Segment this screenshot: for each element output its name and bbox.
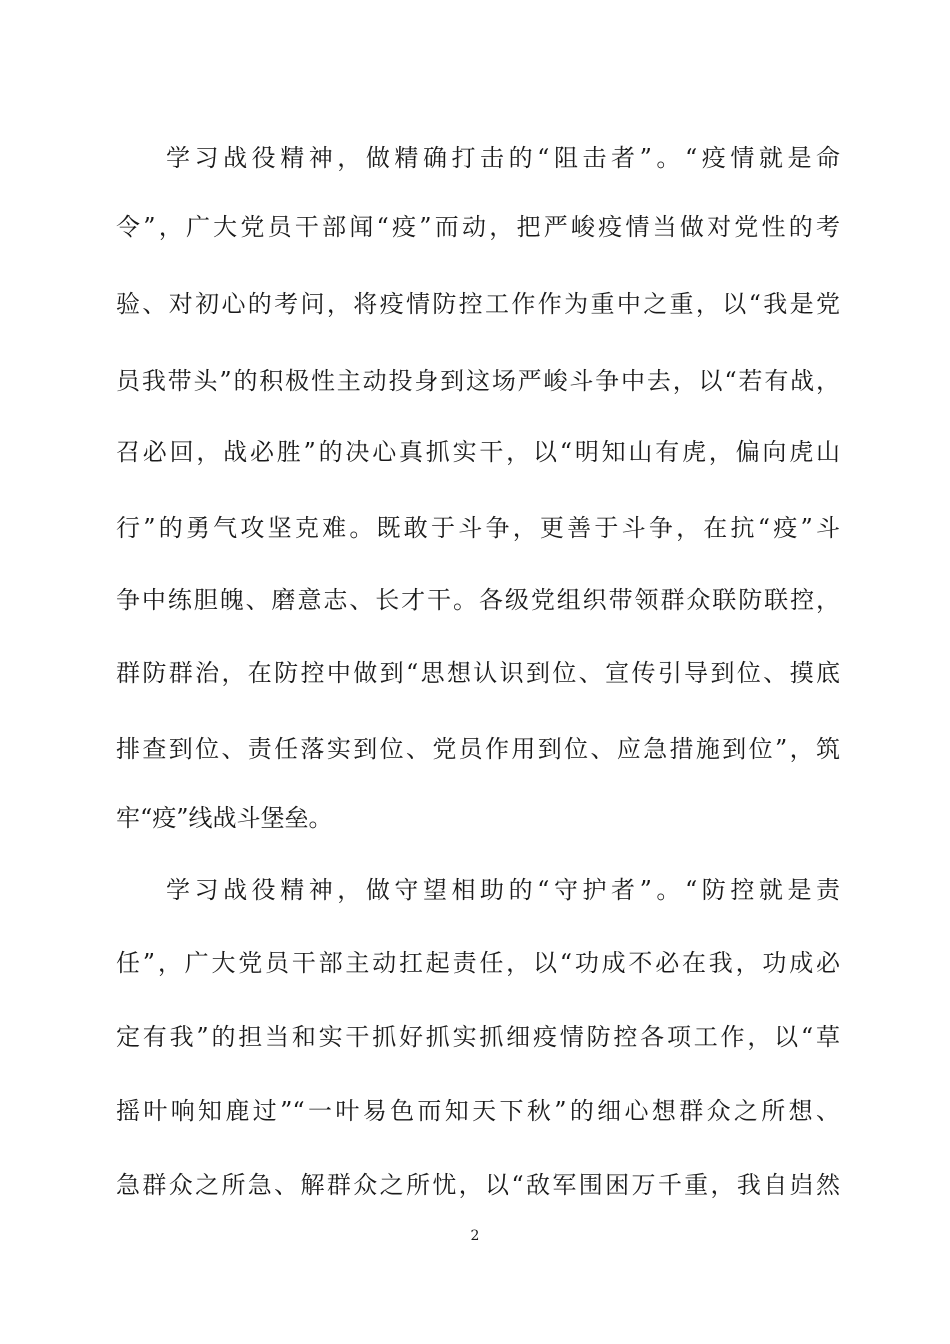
text-line: 令”，广大党员干部闻“疫”而动，把严峻疫情当做对党性的考 [116, 213, 840, 241]
text-line: 急群众之所急、解群众之所忧，以“敌军围困万千重，我自岿然 [116, 1171, 840, 1199]
text-line: 学习战役精神，做守望相助的“守护者”。“防控就是责 [166, 876, 840, 904]
text-line: 排查到位、责任落实到位、党员作用到位、应急措施到位”，筑 [116, 735, 840, 763]
text-line: 摇叶响知鹿过”“一叶易色而知天下秋”的细心想群众之所想、 [116, 1097, 840, 1125]
text-line: 牢“疫”线战斗堡垒。 [116, 804, 333, 832]
text-line: 验、对初心的考问，将疫情防控工作作为重中之重，以“我是党 [116, 290, 840, 318]
text-line: 群防群治，在防控中做到“思想认识到位、宣传引导到位、摸底 [116, 659, 840, 687]
text-line: 争中练胆魄、磨意志、长才干。各级党组织带领群众联防联控， [116, 586, 840, 614]
text-line: 学习战役精神，做精确打击的“阻击者”。“疫情就是命 [166, 144, 840, 172]
text-line: 行”的勇气攻坚克难。既敢于斗争，更善于斗争，在抗“疫”斗 [116, 514, 840, 542]
text-line: 定有我”的担当和实干抓好抓实抓细疫情防控各项工作，以“草 [116, 1023, 840, 1051]
text-line: 召必回，战必胜”的决心真抓实干，以“明知山有虎，偏向虎山 [116, 438, 840, 466]
text-line: 任”，广大党员干部主动扛起责任，以“功成不必在我，功成必 [116, 949, 840, 977]
text-line: 员我带头”的积极性主动投身到这场严峻斗争中去，以“若有战， [116, 367, 840, 395]
page-number: 2 [470, 1228, 480, 1244]
